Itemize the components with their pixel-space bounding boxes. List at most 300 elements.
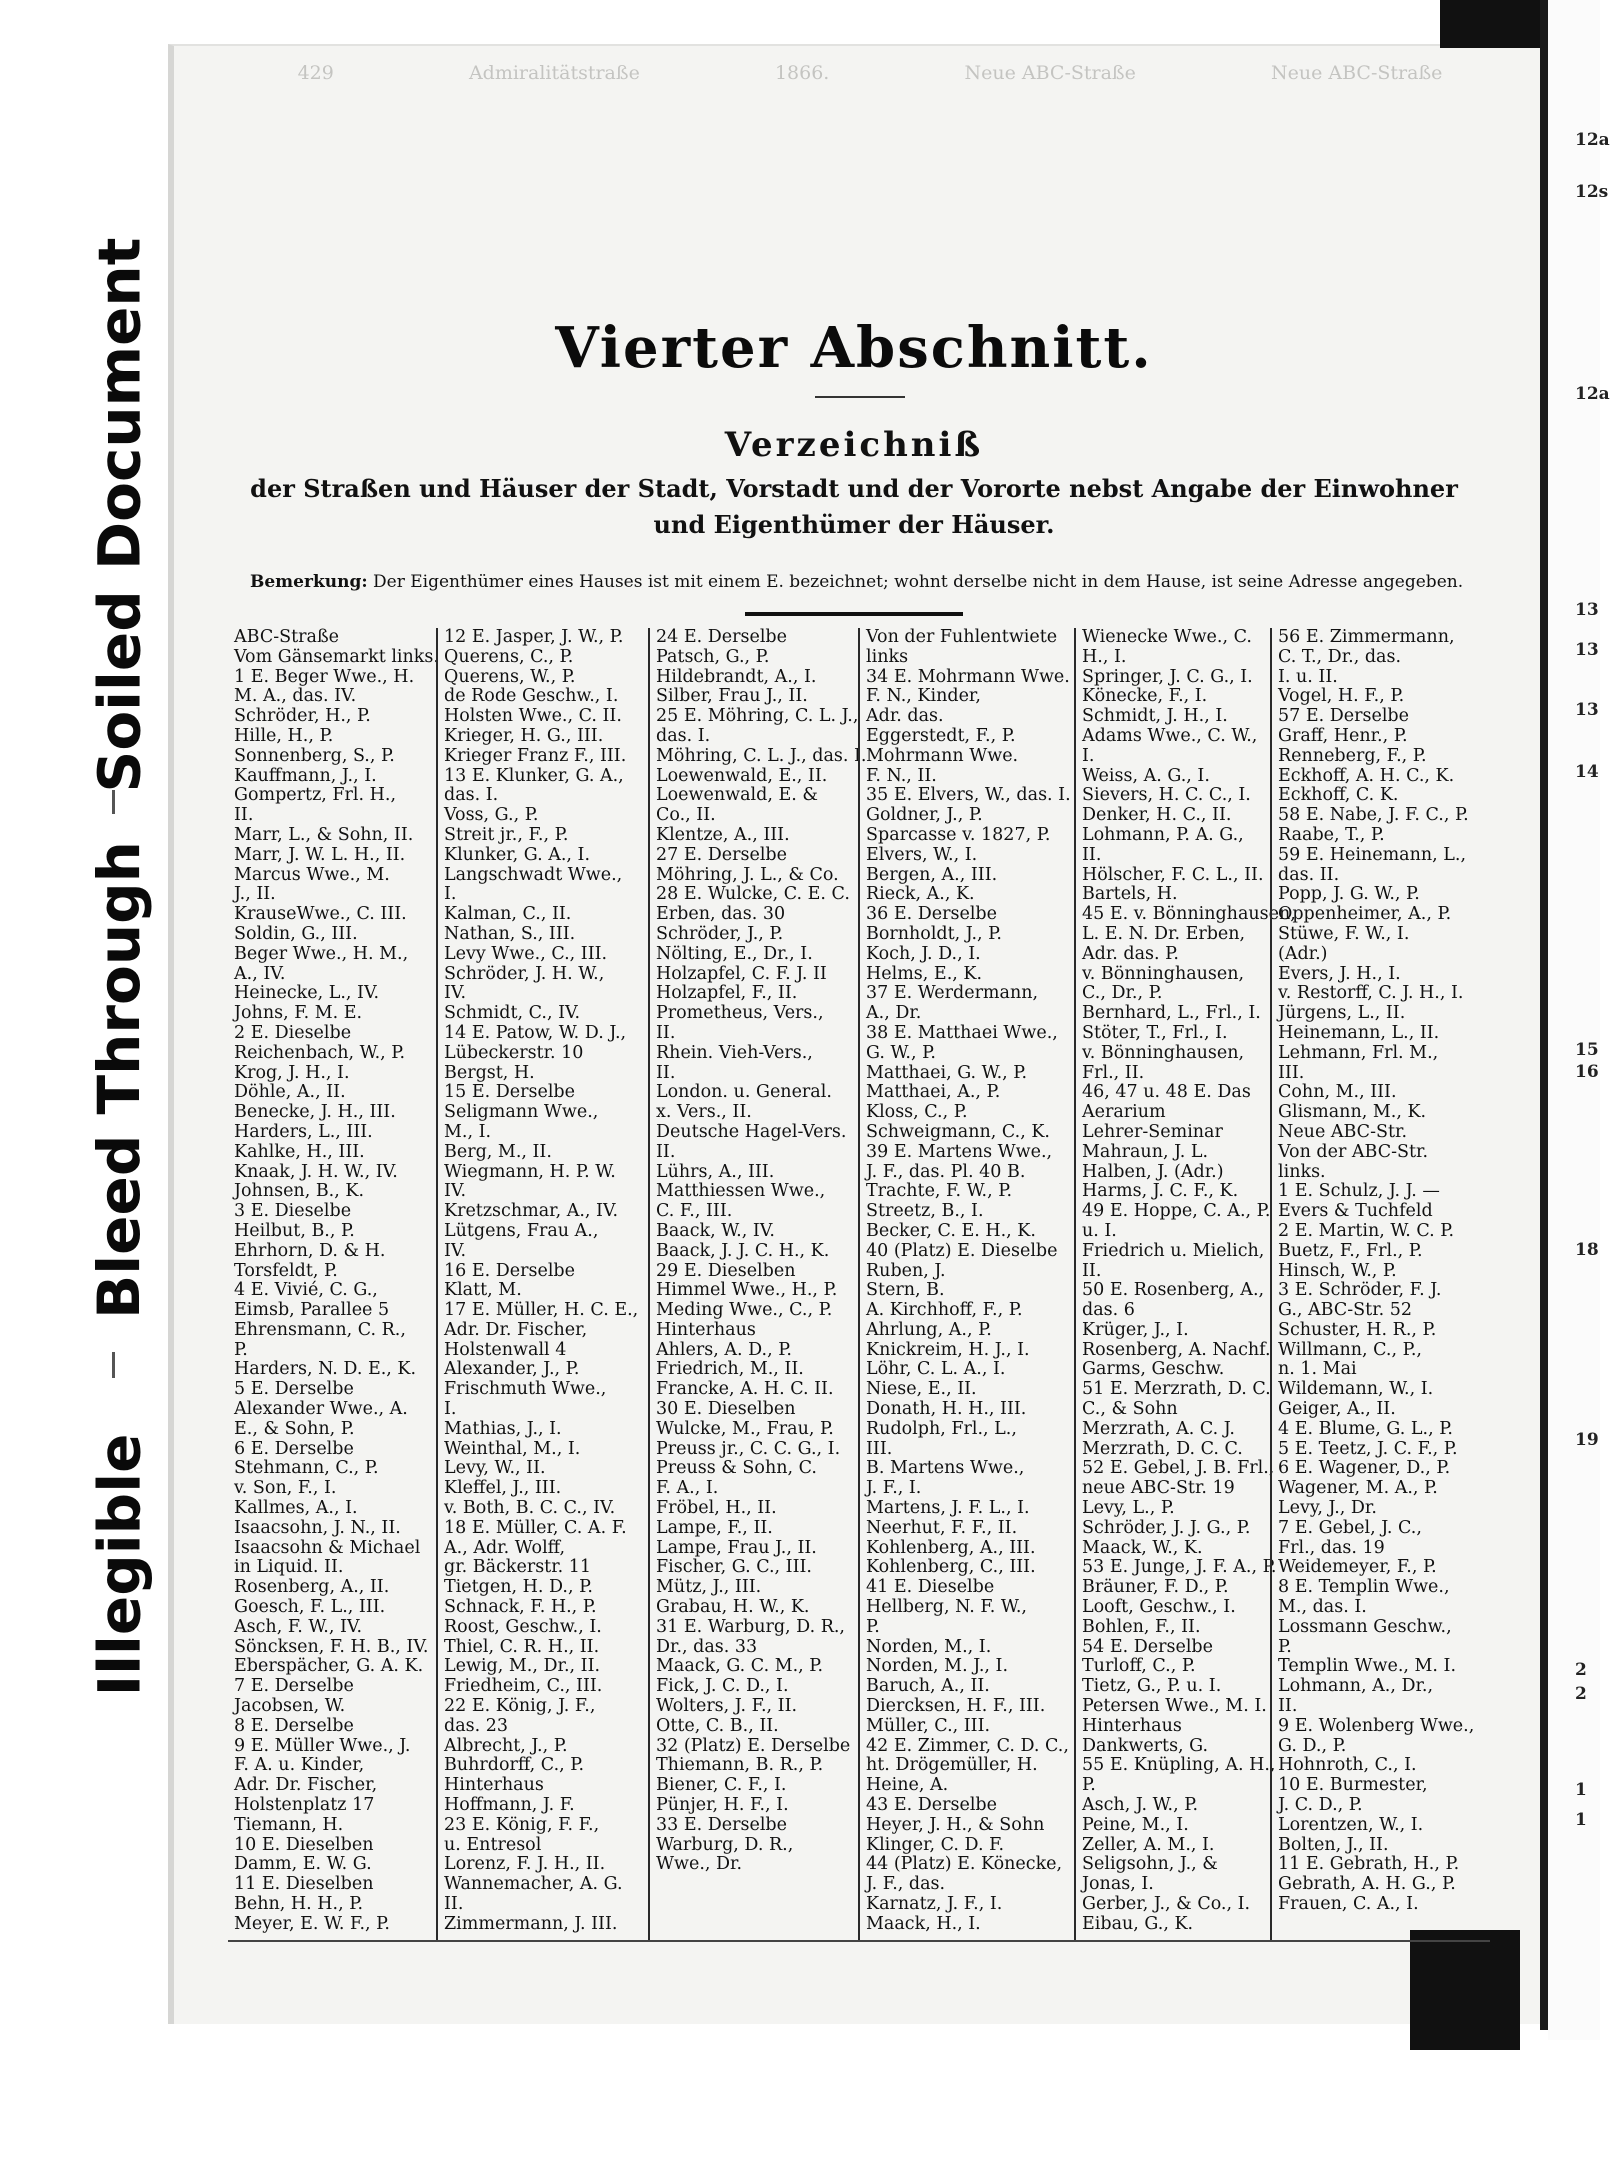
directory-entry: J., II. [234,884,276,905]
directory-entry: Gerber, J., & Co., I. [1082,1894,1251,1914]
directory-entry: Klatt, M. [444,1280,522,1301]
directory-entry: Fröbel, H., II. [656,1498,777,1519]
directory-entry: Heinemann, L., II. [1278,1022,1440,1043]
directory-entry: Asch, J. W., P. [1082,1795,1199,1816]
directory-entry: neue ABC-Str. 19 [1082,1478,1235,1499]
directory-entry: Krieger Franz F., III. [444,745,627,766]
directory-entry: Levy, W., II. [444,1458,546,1479]
directory-entry: II. [656,1062,676,1083]
remark [250,572,1480,592]
directory-entry: Isaacsohn, J. N., II. [234,1517,401,1538]
directory-entry: Knickreim, H. J., I. [866,1339,1030,1360]
directory-entry: Wildemann, W., I. [1278,1379,1434,1400]
edge-number: 15 [1575,1040,1599,1060]
directory-entry: Klunker, G. A., I. [444,844,591,865]
directory-entry: Asch, F. W., IV. [234,1616,363,1637]
directory-entry: Nathan, S., III. [444,923,576,944]
directory-entry: 29 E. Dieselben [656,1260,796,1281]
directory-entry: Heinecke, L., IV. [234,983,380,1004]
directory-entry: das. 23 [444,1715,509,1736]
directory-entry: F. A., I. [656,1478,719,1499]
directory-columns [228,628,1490,1940]
directory-entry: Levy, L., P. [1082,1498,1175,1519]
directory-entry: 24 E. Derselbe [656,627,787,647]
directory-entry: ABC-Straße [234,627,339,647]
directory-entry: Kauffmann, J., I. [234,765,377,786]
illegible-label-text: Illegible [85,1433,153,1697]
directory-entry: Ehrensmann, C. R., [234,1319,406,1340]
directory-entry: Lübeckerstr. 10 [444,1042,584,1063]
edge-number: 13 [1575,640,1599,660]
directory-entry: Wolters, J. F., II. [656,1696,798,1717]
remark-divider [745,612,963,616]
ghost-header-item: 429 [297,62,334,84]
directory-entry: Frauen, C. A., I. [1278,1894,1419,1914]
ghost-header-item: Neue ABC-Straße [964,62,1136,84]
directory-entry: 15 E. Derselbe [444,1082,575,1103]
directory-entry: P. [234,1339,248,1360]
directory-entry: Rhein. Vieh-Vers., [656,1042,813,1063]
directory-entry: Weidemeyer, F., P. [1278,1557,1437,1578]
directory-entry: Kohlenberg, A., III. [866,1537,1036,1558]
bleed-through-label [64,830,174,1330]
directory-entry: links [866,646,909,667]
directory-entry: Preuss & Sohn, C. [656,1458,817,1479]
directory-entry: Langschwadt Wwe., [444,864,623,885]
directory-entry: Harders, N. D. E., K. [234,1359,417,1380]
directory-entry: Deutsche Hagel-Vers. [656,1121,847,1142]
directory-entry: Vogel, H. F., P. [1278,686,1405,707]
directory-entry: P. [1278,1636,1292,1657]
directory-entry: Lorentzen, W., I. [1278,1814,1424,1835]
directory-entry: J. F., das. Pl. 40 B. [866,1161,1026,1182]
directory-entry: Biener, C. F., I. [656,1775,787,1796]
directory-entry: 58 E. Nabe, J. F. C., P. [1278,805,1469,826]
directory-entry: Frl., das. 19 [1278,1537,1385,1558]
directory-entry: 1 E. Schulz, J. J. — [1278,1181,1440,1202]
directory-entry: Wulcke, M., Frau, P. [656,1418,834,1439]
directory-entry: Querens, C., P. [444,646,574,667]
directory-entry: 37 E. Werdermann, [866,983,1039,1004]
directory-entry: Kalman, C., II. [444,904,572,925]
directory-entry: Marr, L., & Sohn, II. [234,824,414,845]
directory-entry: Seligsohn, J., & [1082,1854,1218,1875]
directory-entry: Kretzschmar, A., IV. [444,1201,619,1222]
directory-entry: Döhle, A., II. [234,1082,346,1103]
directory-entry: Renneberg, F., P. [1278,745,1427,766]
directory-entry: II. [1278,1696,1298,1717]
directory-entry: Friedrich u. Mielich, [1082,1240,1265,1261]
directory-entry: 25 E. Möhring, C. L. J., [656,706,859,727]
directory-entry: Lührs, A., III. [656,1161,775,1182]
directory-entry: das. I. [444,785,499,806]
directory-entry: G. W., P. [866,1042,936,1063]
directory-entry: Silber, Frau J., II. [656,686,808,707]
directory-entry: Eckhoff, A. H. C., K. [1278,765,1455,786]
directory-entry: Hellberg, N. F. W., [866,1597,1027,1618]
directory-entry: Behn, H. H., P. [234,1894,364,1914]
directory-entry: 36 E. Derselbe [866,904,997,925]
directory-entry: Goesch, F. L., III. [234,1597,386,1618]
directory-entry: Mahraun, J. L. [1082,1141,1209,1162]
directory-entry: n. 1. Mai [1278,1359,1357,1380]
directory-entry: Himmel Wwe., H., P. [656,1280,838,1301]
directory-entry: Reichenbach, W., P. [234,1042,406,1063]
directory-entry: Adr. Dr. Fischer, [234,1775,378,1796]
directory-entry: C., Dr., P. [1082,983,1163,1004]
edge-number: 16 [1575,1062,1599,1082]
directory-entry: Schmidt, C., IV. [444,1003,581,1024]
directory-entry: Eckhoff, C. K. [1278,785,1399,806]
directory-column [228,627,439,1940]
edge-number: 2 [1575,1684,1587,1704]
directory-entry: Tietgen, H. D., P. [444,1577,593,1598]
edge-number: 1 [1575,1780,1587,1800]
directory-entry: Nölting, E., Dr., I. [656,943,813,964]
edge-number: 13 [1575,700,1599,720]
directory-entry: Pünjer, H. F., I. [656,1795,789,1816]
directory-entry: G. D., P. [1278,1735,1347,1756]
directory-entry: Stern, B. [866,1280,945,1301]
directory-column [648,627,867,1940]
remark-label: Bemerkung: [250,572,368,592]
directory-entry: Maack, H., I. [866,1913,981,1934]
directory-entry: Johnsen, B., K. [234,1181,365,1202]
directory-entry: M. A., das. IV. [234,686,357,707]
directory-entry: 53 E. Junge, J. F. A., P. [1082,1557,1277,1578]
ghost-header-item: 1866. [774,62,830,84]
directory-entry: II. [1082,844,1102,865]
directory-entry: Kloss, C., P. [866,1102,968,1123]
directory-entry: Thiel, C. R. H., II. [444,1636,600,1657]
directory-entry: 52 E. Gebel, J. B. Frl., [1082,1458,1275,1479]
directory-entry: Krieger, H. G., III. [444,725,604,746]
directory-entry: Holsten Wwe., C. II. [444,706,622,727]
directory-entry: das. II. [1278,864,1340,885]
directory-entry: Wannemacher, A. G. [444,1874,623,1895]
directory-entry: Bornholdt, J., P. [866,923,1002,944]
directory-entry: Rudolph, Frl., L., [866,1418,1017,1439]
directory-entry: Hinterhaus [1082,1715,1182,1736]
directory-entry: Maack, W., K. [1082,1537,1203,1558]
directory-entry: Mütz, J., III. [656,1577,762,1598]
directory-entry: Tiemann, H. [234,1814,344,1835]
directory-entry: Löhr, C. L. A., I. [866,1359,1006,1380]
directory-entry: Knaak, J. H. W., IV. [234,1161,398,1182]
ghost-header-item: Admiralitätstraße [468,62,640,84]
directory-entry: Schuster, H. R., P. [1278,1319,1437,1340]
directory-entry: Könecke, F., I. [1082,686,1208,707]
directory-entry: Benecke, J. H., III. [234,1102,396,1123]
directory-entry: Hildebrandt, A., I. [656,666,817,687]
label-separator [112,790,115,814]
directory-entry: IV. [444,983,467,1004]
directory-entry: Merzrath, D. C. C. [1082,1438,1243,1459]
directory-entry: Hinterhaus [656,1319,756,1340]
directory-entry: Denker, H. C., II. [1082,805,1232,826]
directory-entry: Roost, Geschw., I. [444,1616,602,1637]
directory-entry: Lossmann Geschw., [1278,1616,1452,1637]
directory-entry: 3 E. Schröder, F. J. [1278,1280,1442,1301]
directory-entry: F. N., II. [866,765,937,786]
directory-entry: II. [656,1022,676,1043]
directory-entry: links. [1278,1161,1326,1182]
directory-entry: Loewenwald, E., II. [656,765,828,786]
directory-entry: 10 E. Burmester, [1278,1775,1428,1796]
directory-entry: Bohlen, F., II. [1082,1616,1201,1637]
directory-entry: A., Dr. [866,1003,922,1024]
directory-entry: I. [444,884,457,905]
directory-entry: L. E. N. Dr. Erben, [1082,923,1246,944]
directory-entry: J. C. D., P. [1278,1795,1363,1816]
directory-entry: 43 E. Derselbe [866,1795,997,1816]
directory-entry: Cohn, M., III. [1278,1082,1397,1103]
directory-entry: Von der ABC-Str. [1278,1141,1429,1162]
directory-entry: Möhring, J. L., & Co. [656,864,839,885]
directory-entry: gr. Bäckerstr. 11 [444,1557,592,1578]
directory-entry: 12 E. Jasper, J. W., P. [444,627,624,647]
directory-entry: Adr. Dr. Fischer, [444,1319,588,1340]
directory-entry: III. [1278,1062,1305,1083]
directory-entry: Sonnenberg, S., P. [234,745,395,766]
directory-entry: Krüger, J., I. [1082,1319,1189,1340]
directory-entry: Frischmuth Wwe., [444,1379,607,1400]
directory-entry: Zimmermann, J. III. [444,1913,618,1934]
directory-entry: Gebrath, A. H. G., P. [1278,1874,1456,1895]
directory-entry: 9 E. Wolenberg Wwe., [1278,1715,1475,1736]
directory-entry: Hille, H., P. [234,725,334,746]
edge-number: 19 [1575,1430,1599,1450]
directory-entry: Torsfeldt, P. [234,1260,338,1281]
directory-entry: Bernhard, L., Frl., I. [1082,1003,1261,1024]
directory-entry: Prometheus, Vers., [656,1003,824,1024]
directory-entry: Fick, J. C. D., I. [656,1676,789,1697]
directory-entry: Harms, J. C. F., K. [1082,1181,1239,1202]
directory-entry: Lehrer-Seminar [1082,1121,1223,1142]
directory-entry: Schröder, J., P. [656,923,784,944]
directory-entry: Becker, C. E. H., K. [866,1220,1036,1241]
directory-entry: II. [656,1141,676,1162]
directory-entry: Heilbut, B., P. [234,1220,355,1241]
directory-entry: x. Vers., II. [656,1102,752,1123]
directory-entry: Alexander, J., P. [444,1359,580,1380]
directory-entry: Hohnroth, C., I. [1278,1755,1417,1776]
directory-entry: Dr., das. 33 [656,1636,758,1657]
directory-entry: Zeller, A. M., I. [1082,1834,1215,1855]
directory-entry: Berg, M., II. [444,1141,552,1162]
soiled-document-label [64,237,174,793]
directory-entry: v. Son, F., I. [234,1478,337,1499]
directory-entry: Lohmann, A., Dr., [1278,1676,1434,1697]
directory-entry: Stöter, T., Frl., I. [1082,1022,1228,1043]
directory-entry: Marcus Wwe., M. [234,864,390,885]
directory-entry: Schröder, J. J. G., P. [1082,1517,1251,1538]
directory-entry: ht. Drögemüller, H. [866,1755,1038,1776]
directory-entry: Weiss, A. G., I. [1082,765,1210,786]
directory-column [858,628,1074,1940]
directory-entry: Lampe, F., II. [656,1517,773,1538]
bleed-through-label-text: Bleed Through [85,841,154,1319]
directory-entry: Baruch, A., II. [866,1676,990,1697]
directory-entry: Baack, W., IV. [656,1220,775,1241]
directory-entry: Bergst, H. [444,1062,535,1083]
directory-entry: 38 E. Matthaei Wwe., [866,1022,1058,1043]
directory-entry: Heyer, J. H., & Sohn [866,1814,1045,1835]
directory-entry: Hölscher, F. C. L., II. [1082,864,1264,885]
directory-entry: Elvers, W., I. [866,844,978,865]
directory-entry: Merzrath, A. C. J. [1082,1418,1235,1439]
directory-entry: Von der Fuhlentwiete [866,627,1058,647]
ghost-header [230,62,1510,85]
directory-entry: Fischer, G. C., III. [656,1557,812,1578]
directory-entry: in Liquid. II. [234,1557,344,1578]
directory-entry: Garms, Geschw. [1082,1359,1225,1380]
directory-entry: Kleffel, J., III. [444,1478,562,1499]
directory-entry: 7 E. Derselbe [234,1676,354,1697]
illegible-label [64,1400,174,1730]
directory-entry: A., Adr. Wolff, [444,1537,566,1558]
directory-entry: 9 E. Müller Wwe., J. [234,1735,411,1756]
bottom-rule [228,1940,1490,1942]
directory-entry: Lehmann, Frl. M., [1278,1042,1439,1063]
directory-entry: 54 E. Derselbe [1082,1636,1213,1657]
directory-entry: Wienecke Wwe., C. [1082,627,1252,647]
directory-entry: 4 E. Blume, G. L., P. [1278,1418,1453,1439]
directory-entry: Meyer, E. W. F., P. [234,1913,390,1934]
directory-entry: H., I. [1082,646,1127,667]
directory-entry: Bräuner, F. D., P. [1082,1577,1229,1598]
directory-entry: Buetz, F., Frl., P. [1278,1240,1423,1261]
directory-entry: Bartels, H. [1082,884,1178,905]
directory-entry: Rieck, A., K. [866,884,975,905]
directory-entry: Diercksen, H. F., III. [866,1696,1046,1717]
directory-entry: 27 E. Derselbe [656,844,787,865]
directory-entry: 22 E. König, J. F., [444,1696,596,1717]
directory-entry: Loewenwald, E. & [656,785,818,806]
directory-entry: IV. [444,1240,467,1261]
directory-entry: Matthiessen Wwe., [656,1181,826,1202]
directory-entry: Stüwe, F. W., I. [1278,923,1410,944]
directory-entry: 35 E. Elvers, W., das. I. [866,785,1071,806]
directory-entry: Raabe, T., P. [1278,824,1385,845]
directory-entry: Isaacsohn & Michael [234,1537,421,1558]
section-title: Vierter Abschnitt. [555,315,1153,381]
directory-entry: Goldner, J., P. [866,805,983,826]
directory-entry: Soldin, G., III. [234,923,358,944]
directory-entry: Lütgens, Frau A., [444,1220,599,1241]
directory-entry: Friedrich, M., II. [656,1359,804,1380]
directory-entry: Beger Wwe., H. M., [234,943,409,964]
directory-entry: Evers & Tuchfeld [1278,1201,1433,1222]
directory-entry: Bergen, A., III. [866,864,998,885]
directory-entry: 50 E. Rosenberg, A., [1082,1280,1265,1301]
directory-column [1270,628,1490,1940]
directory-entry: Schnack, F. H., P. [444,1597,597,1618]
edge-number: 12a [1575,130,1610,150]
directory-entry: v. Bönninghausen, [1082,1042,1245,1063]
directory-entry: Sparcasse v. 1827, P. [866,824,1051,845]
directory-entry: Ahrlung, A., P. [866,1319,992,1340]
directory-entry: Voss, G., P. [444,805,539,826]
edge-number: 13 [1575,600,1599,620]
section-description-line2: und Eigenthümer der Häuser. [653,510,1055,539]
directory-entry: Hinterhaus [444,1775,544,1796]
directory-entry: Wiegmann, H. P. W. [444,1161,616,1182]
directory-entry: Grabau, H. W., K. [656,1597,810,1618]
directory-entry: 16 E. Derselbe [444,1260,575,1281]
directory-entry: Adr. das. [866,706,944,727]
directory-entry: 51 E. Merzrath, D. C. [1082,1379,1271,1400]
directory-entry: Ahlers, A. D., P. [656,1339,792,1360]
directory-entry: G., ABC-Str. 52 [1278,1300,1413,1321]
directory-entry: Norden, M. J., I. [866,1656,1009,1677]
title-divider [815,396,905,398]
directory-entry: F. A. u. Kinder, [234,1755,365,1776]
directory-entry: 8 E. Derselbe [234,1715,354,1736]
directory-entry: Trachte, F. W., P. [866,1181,1013,1202]
section-subtitle: Verzeichniß [724,425,984,465]
directory-entry: B. Martens Wwe., [866,1458,1025,1479]
directory-entry: Söncksen, F. H. B., IV. [234,1636,429,1657]
directory-entry: Jürgens, L., II. [1278,1003,1406,1024]
directory-entry: 39 E. Martens Wwe., [866,1141,1053,1162]
directory-entry: Schröder, J. H. W., [444,963,605,984]
directory-entry: Weinthal, M., I. [444,1438,581,1459]
directory-entry: Sievers, H. C. C., I. [1082,785,1251,806]
directory-entry: Helms, E., K. [866,963,983,984]
directory-entry: 18 E. Müller, C. A. F. [444,1517,627,1538]
directory-entry: Seligmann Wwe., [444,1102,599,1123]
directory-entry: I. u. II. [1278,666,1338,687]
directory-entry: Schmidt, J. H., I. [1082,706,1228,727]
directory-entry: Erben, das. 30 [656,904,786,925]
directory-entry: Levy Wwe., C., III. [444,943,608,964]
directory-entry: de Rode Geschw., I. [444,686,619,707]
directory-entry: Lorenz, F. J. H., II. [444,1854,606,1875]
directory-entry: Albrecht, J., P. [444,1735,568,1756]
directory-entry: Turloff, C., P. [1082,1656,1196,1677]
edge-number: 14 [1575,762,1599,782]
directory-entry: 46, 47 u. 48 E. Das [1082,1082,1251,1103]
directory-entry: v. Restorff, C. J. H., I. [1278,983,1464,1004]
directory-entry: Ruben, J. [866,1260,946,1281]
directory-entry: Hinsch, W., P. [1278,1260,1397,1281]
directory-entry: J. F., das. [866,1874,946,1895]
label-separator [112,1352,115,1378]
directory-entry: Graff, Henr., P. [1278,725,1408,746]
directory-entry: C. F., III. [656,1201,733,1222]
directory-entry: 2 E. Dieselbe [234,1022,352,1043]
directory-entry: III. [866,1438,893,1459]
directory-entry: 3 E. Dieselbe [234,1201,352,1222]
directory-entry: Streetz, B., I. [866,1201,984,1222]
directory-entry: P. [866,1616,880,1637]
directory-entry: Eibau, G., K. [1082,1913,1194,1934]
directory-entry: 11 E. Dieselben [234,1874,374,1895]
directory-entry: Buhrdorff, C., P. [444,1755,585,1776]
directory-entry: Lewig, M., Dr., II. [444,1656,601,1677]
directory-entry: Klinger, C. D. F. [866,1834,1005,1855]
directory-entry: 7 E. Gebel, J. C., [1278,1517,1422,1538]
directory-entry: Evers, J. H., I. [1278,963,1401,984]
directory-entry: 55 E. Knüpling, A. H., [1082,1755,1276,1776]
directory-entry: 56 E. Zimmermann, [1278,627,1455,647]
directory-entry: Geiger, A., II. [1278,1399,1396,1420]
directory-entry: Schweigmann, C., K. [866,1121,1050,1142]
ghost-header-item: Neue ABC-Straße [1271,62,1443,84]
directory-entry: II. [1082,1260,1102,1281]
directory-entry: Peine, M., I. [1082,1814,1189,1835]
